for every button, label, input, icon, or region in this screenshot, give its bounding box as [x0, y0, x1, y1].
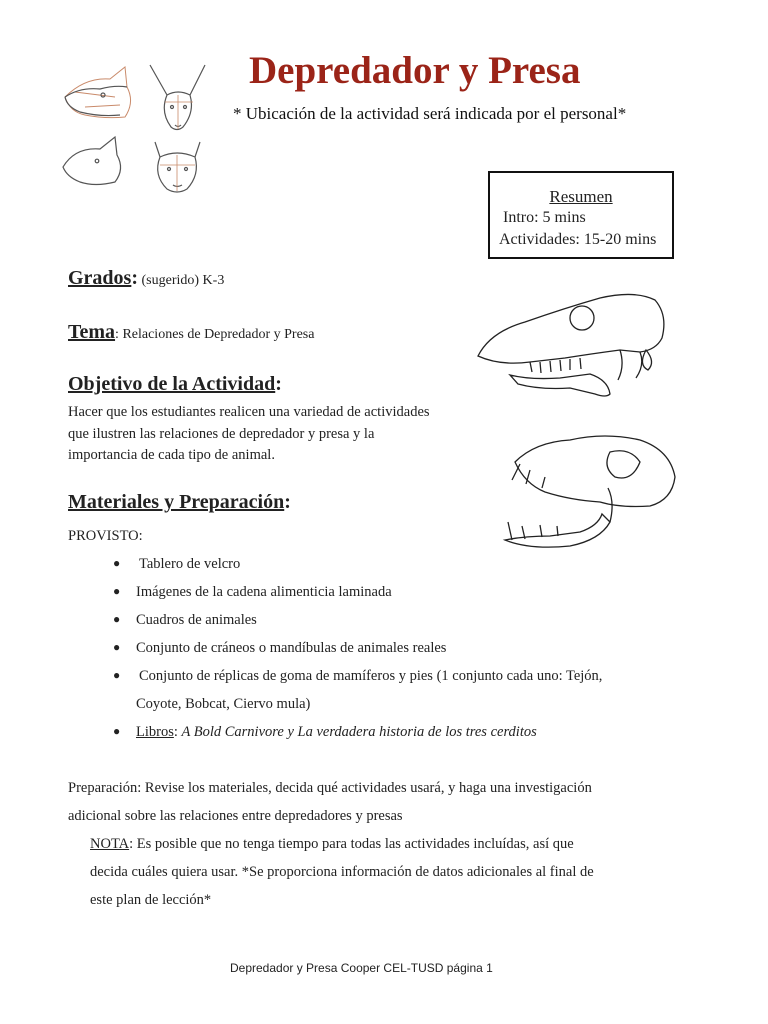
books-label: Libros [136, 724, 174, 740]
carnivore-skull-illustration [490, 422, 682, 582]
bullet-icon: ● [113, 612, 121, 626]
bullet-icon: ● [113, 584, 121, 598]
objective-text: Hacer que los estudiantes realicen una variedad de actividades que ilustren las relaciones de depredador y presa y la importancia de cada tipo de animal. [68, 404, 430, 463]
preparation-line-1: Preparación: Revise los materiales, decida qué actividades usará, y haga una investigación [68, 780, 592, 796]
objective-heading: Objetivo de la Actividad [68, 373, 276, 395]
topic-section: Tema: Relaciones de Depredador y Presa [68, 321, 315, 343]
provided-label: PROVISTO: [68, 528, 143, 544]
materials-heading-row: Materiales y Preparación: [68, 491, 291, 513]
note-line-1: NOTA: Es posible que no tenga tiempo para todas las actividades incluídas, así que [90, 836, 574, 852]
note-line-2: decida cuáles quiera usar. *Se proporciona información de datos adicionales al final de [90, 864, 594, 880]
note-line-3: este plan de lección* [90, 892, 212, 908]
summary-activities: Actividades: 15-20 mins [499, 231, 657, 248]
summary-intro: Intro: 5 mins [503, 209, 586, 226]
book-title: A Bold Carnivore [181, 724, 284, 740]
objective-heading-row: Objetivo de la Actividad: [68, 373, 282, 395]
grades-heading: Grados [68, 267, 132, 289]
summary-box [488, 171, 674, 259]
grades-value: (sugerido) K-3 [138, 273, 225, 288]
location-note: * Ubicación de la actividad será indicada por el personal* [233, 104, 627, 123]
topic-value: Relaciones de Depredador y Presa [118, 327, 315, 342]
topic-heading: Tema [68, 321, 116, 343]
herbivore-skull-illustration [470, 270, 692, 410]
animal-heads-sketch [55, 57, 223, 207]
page-title: Depredador y Presa [249, 49, 581, 92]
bullet-icon: ● [113, 724, 121, 738]
book-title: La verdadera historia de los tres cerditos [297, 724, 537, 740]
summary-title: Resumen [549, 187, 613, 206]
preparation-line-2: adicional sobre las relaciones entre depredadores y presas [68, 808, 403, 824]
bullet-icon: ● [113, 556, 121, 570]
bullet-icon: ● [113, 668, 121, 682]
note-label: NOTA [90, 836, 130, 852]
page-footer: Depredador y Presa Cooper CEL-TUSD página 1 [230, 961, 493, 975]
materials-heading: Materiales y Preparación [68, 491, 285, 513]
bullet-icon: ● [113, 640, 121, 654]
grades-section: Grados: (sugerido) K-3 [68, 267, 225, 289]
